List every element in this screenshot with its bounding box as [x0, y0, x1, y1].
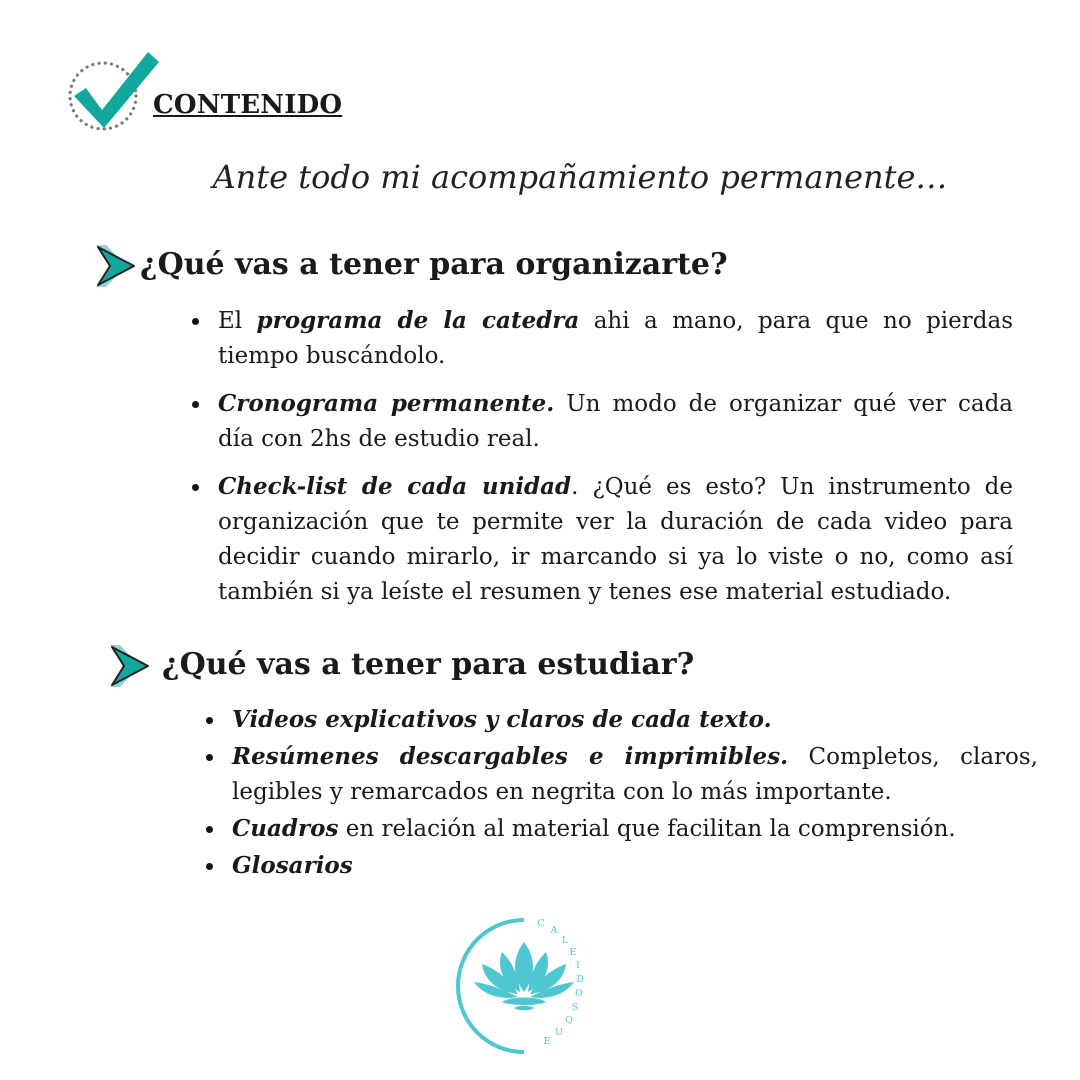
svg-text:A: A — [550, 925, 558, 936]
lotus-icon — [474, 942, 574, 1010]
svg-text:Q: Q — [565, 1015, 573, 1026]
item-lead: Resúmenes descargables e imprimibles. — [232, 743, 789, 770]
svg-text:D: D — [576, 974, 584, 985]
bullet-icon — [192, 484, 199, 491]
bullet-icon — [206, 863, 213, 870]
item-text: Un modo de organizar qué ver cada día con 2hs de estudio real. — [218, 391, 1014, 452]
svg-text:O: O — [575, 988, 583, 999]
item-lead: Cuadros — [232, 815, 339, 842]
item-prefix: El — [218, 308, 257, 334]
svg-text:E: E — [569, 947, 577, 958]
item-lead: Check-list de cada unidad — [218, 473, 572, 500]
svg-text:I: I — [576, 960, 580, 971]
item-lead: Videos explicativos y claros de cada texto. — [232, 706, 772, 733]
list-item — [232, 848, 1038, 884]
svg-text:L: L — [561, 935, 569, 946]
checkmark-icon — [66, 48, 162, 134]
svg-text:C: C — [537, 918, 545, 929]
study-list — [232, 702, 1038, 885]
item-text: en relación al material que facilitan la comprensión. — [338, 816, 956, 842]
list-item — [218, 469, 1013, 610]
item-text: Completos, claros, legibles y remarcados en negrita con lo más importante. — [232, 744, 1038, 805]
organize-list — [218, 303, 1013, 622]
intro-text: Ante todo mi acompañamiento permanente… — [212, 158, 948, 196]
header-title: CONTENIDO — [153, 90, 343, 120]
list-item — [218, 386, 1013, 457]
chevron-arrow-icon — [92, 242, 140, 290]
item-text: . ¿Qué es esto? Un instrumento de organización que te permite ver la duración de cada video para decidir cuando mirarlo, ir marcando si ya lo viste o no, como así también si ya leíste el resumen y tenes ese material estudiado. — [218, 474, 1013, 605]
svg-text:E: E — [543, 1036, 551, 1047]
svg-text:U: U — [554, 1027, 564, 1038]
list-item — [232, 811, 1038, 847]
bullet-icon — [192, 401, 199, 408]
section-title-study: ¿Qué vas a tener para estudiar? — [162, 647, 695, 682]
lotus-logo — [452, 912, 612, 1060]
list-item — [218, 303, 1013, 374]
chevron-arrow-icon — [106, 642, 154, 690]
section-title-organize: ¿Qué vas a tener para organizarte? — [140, 247, 728, 282]
bullet-icon — [206, 717, 213, 724]
list-item — [232, 702, 1038, 738]
item-text: ahi a mano, para que no pierdas tiempo buscándolo. — [218, 308, 1013, 369]
item-lead: programa de la catedra — [256, 307, 580, 334]
item-lead: Glosarios — [232, 852, 353, 879]
bullet-icon — [192, 318, 199, 325]
svg-text:S: S — [571, 1002, 579, 1013]
bullet-icon — [206, 754, 213, 761]
list-item — [232, 739, 1038, 810]
bullet-icon — [206, 826, 213, 833]
item-lead: Cronograma permanente. — [218, 390, 555, 417]
